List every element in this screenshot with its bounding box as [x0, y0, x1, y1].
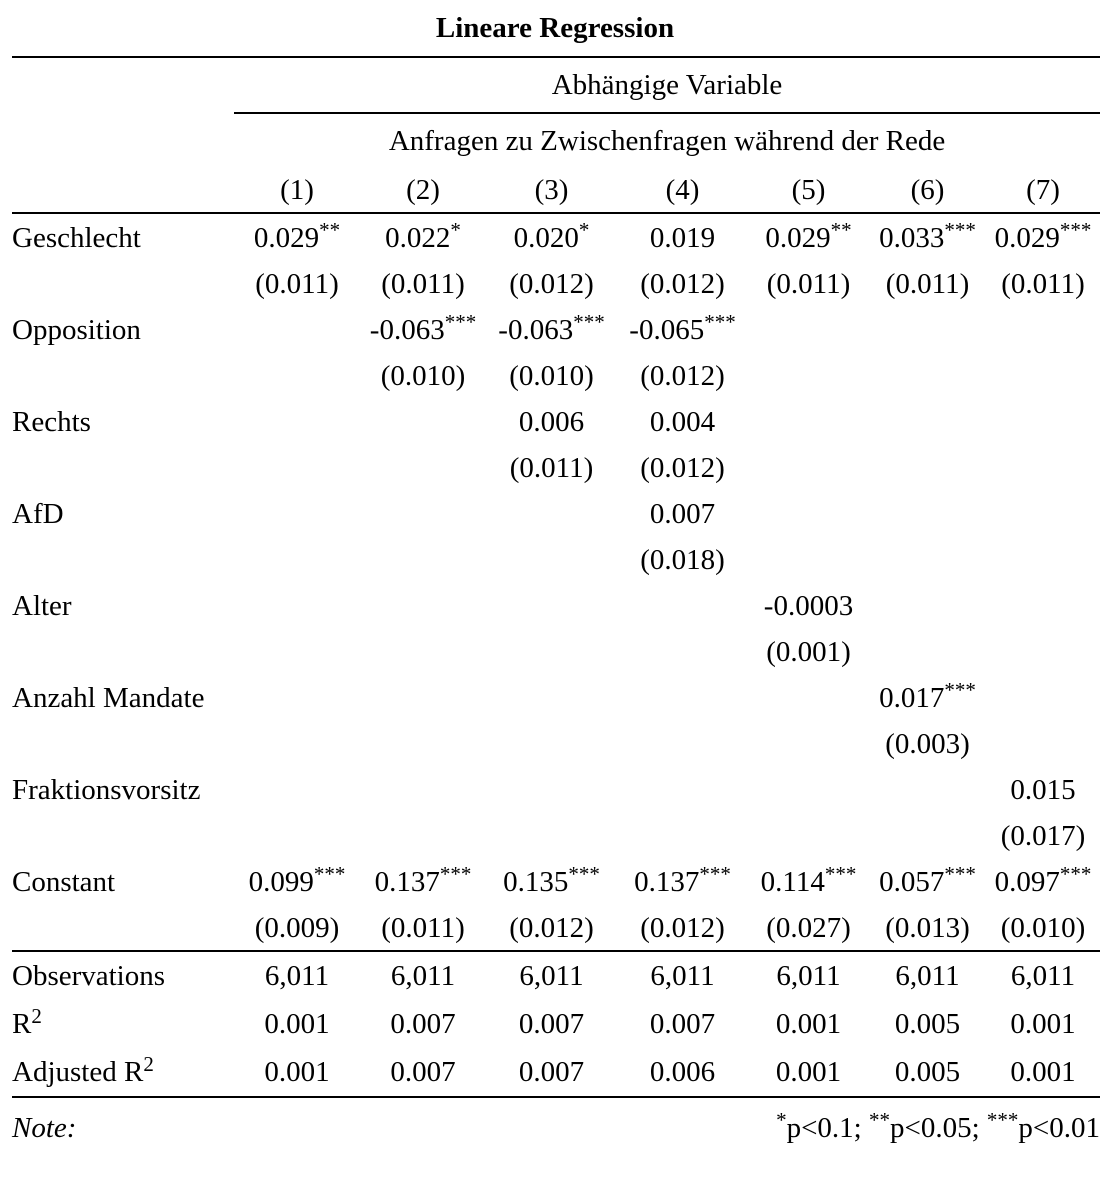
row-label: Opposition	[12, 313, 141, 346]
coefficient-cell	[486, 306, 617, 354]
row-label: Fraktionsvorsitz	[12, 773, 201, 806]
standard-error-cell: (0.018)	[640, 543, 725, 576]
standard-error-cell	[986, 446, 1100, 490]
standard-error-cell	[869, 538, 986, 582]
standard-error-cell: (0.011)	[255, 267, 339, 300]
coefficient-cell	[986, 858, 1100, 906]
coefficient-cell	[986, 674, 1100, 722]
standard-error-cell: (0.011)	[381, 911, 465, 944]
standard-error-row	[12, 446, 1100, 490]
coefficient-cell	[617, 490, 748, 538]
coefficient-value: -0.0003	[763, 589, 854, 622]
standard-error-cell	[869, 630, 986, 674]
statistic-value: 6,011	[486, 951, 617, 1000]
superscript-two: 2	[31, 1003, 42, 1028]
statistic-value: 6,011	[748, 951, 869, 1000]
statistic-label-text: R	[12, 1007, 32, 1040]
significance-stars: **	[830, 217, 852, 242]
standard-error-cell	[486, 630, 617, 674]
coefficient-value: 0.020	[513, 221, 579, 254]
coefficient-cell	[748, 490, 869, 538]
coefficient-value: 0.033	[879, 221, 945, 254]
coefficient-cell	[234, 213, 360, 262]
statistic-value: 0.007	[518, 1055, 585, 1088]
row-label: Constant	[12, 865, 116, 898]
statistic-label	[12, 951, 234, 1000]
coefficient-cell	[486, 398, 617, 446]
significance-stars: **	[319, 217, 341, 242]
significance-stars: ***	[1059, 217, 1092, 242]
standard-error-cell	[986, 354, 1100, 398]
statistic-value: 6,011	[869, 951, 986, 1000]
note-row	[12, 1097, 1100, 1158]
coefficient-cell	[869, 582, 986, 630]
statistic-value: 0.001	[1010, 1007, 1076, 1040]
coefficient-cell	[986, 213, 1100, 262]
significance-stars: ***	[699, 861, 731, 886]
coefficient-cell	[869, 490, 986, 538]
coefficient-cell	[617, 213, 748, 262]
column-number: (6)	[910, 173, 945, 206]
row-label: Alter	[12, 589, 72, 622]
standard-error-cell: (0.012)	[509, 911, 594, 944]
coefficient-cell	[869, 766, 986, 814]
coefficient-cell	[748, 766, 869, 814]
coefficient-cell	[234, 490, 360, 538]
significance-stars: ***	[704, 309, 736, 334]
standard-error-cell	[360, 630, 486, 674]
standard-error-cell	[748, 814, 869, 858]
coefficient-value: 0.029	[253, 221, 320, 254]
coefficient-cell	[986, 306, 1100, 354]
statistic-value: 6,011	[360, 951, 486, 1000]
significance-stars: ***	[313, 861, 346, 886]
coefficient-value: 0.097	[994, 865, 1060, 898]
coefficient-cell	[986, 398, 1100, 446]
standard-error-cell	[234, 354, 360, 398]
row-label: Anzahl Mandate	[12, 681, 205, 714]
coefficient-cell	[869, 858, 986, 906]
significance-stars: ***	[944, 217, 976, 242]
standard-error-cell: (0.013)	[885, 911, 970, 944]
coefficient-cell	[617, 398, 748, 446]
significance-note	[234, 1097, 1100, 1158]
column-number: (1)	[280, 173, 314, 206]
coefficient-cell	[234, 858, 360, 906]
coefficient-row	[12, 213, 1100, 262]
coefficient-value: 0.135	[503, 865, 569, 898]
standard-error-cell	[986, 722, 1100, 766]
coefficient-cell	[486, 858, 617, 906]
standard-error-cell	[234, 446, 360, 490]
column-number: (5)	[791, 173, 826, 206]
statistic-value: 0.007	[390, 1055, 456, 1088]
statistic-value: 0.001	[775, 1007, 842, 1040]
note-label: Note:	[12, 1097, 234, 1158]
statistic-label-text: Observations	[12, 959, 166, 992]
coefficient-value: 0.137	[374, 865, 440, 898]
coefficient-value: -0.065	[629, 313, 705, 346]
significance-stars: *	[776, 1107, 787, 1132]
significance-stars: ***	[944, 861, 976, 886]
coefficient-cell	[869, 398, 986, 446]
standard-error-cell	[748, 722, 869, 766]
standard-error-cell: (0.012)	[509, 267, 594, 300]
standard-error-cell: (0.001)	[766, 635, 851, 668]
coefficient-value: 0.099	[248, 865, 314, 898]
statistic-value: 0.005	[894, 1055, 961, 1088]
standard-error-cell	[360, 722, 486, 766]
coefficient-cell	[360, 398, 486, 446]
coefficient-cell	[486, 213, 617, 262]
standard-error-cell	[234, 814, 360, 858]
standard-error-cell: (0.027)	[766, 911, 851, 944]
coefficient-cell	[360, 582, 486, 630]
standard-error-row	[12, 354, 1100, 398]
standard-error-cell: (0.011)	[509, 451, 594, 484]
significance-stars: ***	[986, 1107, 1019, 1132]
coefficient-row	[12, 306, 1100, 354]
standard-error-cell: (0.009)	[254, 911, 340, 944]
statistic-value: 0.007	[390, 1007, 456, 1040]
coefficient-cell	[360, 766, 486, 814]
standard-error-cell	[486, 722, 617, 766]
standard-error-cell: (0.011)	[885, 267, 970, 300]
significance-stars: ***	[439, 861, 472, 886]
statistic-row	[12, 1000, 1100, 1048]
coefficient-cell	[360, 490, 486, 538]
standard-error-row	[12, 630, 1100, 674]
coefficient-cell	[986, 490, 1100, 538]
statistic-row	[12, 951, 1100, 1000]
standard-error-cell: (0.003)	[885, 727, 970, 760]
standard-error-row	[12, 538, 1100, 582]
column-number: (3)	[534, 173, 569, 206]
standard-error-cell: (0.010)	[1000, 911, 1086, 944]
coefficient-row	[12, 582, 1100, 630]
coefficient-value: 0.114	[760, 865, 825, 898]
coefficient-value: 0.015	[1010, 773, 1076, 806]
column-numbers-row	[12, 168, 1100, 213]
coefficient-row	[12, 490, 1100, 538]
coefficient-cell	[617, 674, 748, 722]
statistic-value: 0.007	[518, 1007, 585, 1040]
superscript-two: 2	[143, 1051, 154, 1076]
coefficient-cell	[234, 398, 360, 446]
standard-error-cell	[748, 354, 869, 398]
significance-threshold: p<0.05;	[890, 1111, 987, 1144]
column-number: (7)	[1026, 173, 1060, 206]
coefficient-value: 0.019	[649, 221, 716, 254]
coefficient-cell	[748, 306, 869, 354]
coefficient-cell	[486, 490, 617, 538]
statistic-label	[12, 1000, 234, 1048]
coefficient-cell	[748, 674, 869, 722]
statistic-value: 0.001	[264, 1055, 330, 1088]
coefficient-cell	[748, 582, 869, 630]
significance-stars: ***	[944, 677, 976, 702]
dependent-variable-row	[12, 113, 1100, 168]
coefficient-value: 0.006	[518, 405, 585, 438]
coefficient-row	[12, 398, 1100, 446]
standard-error-cell	[360, 814, 486, 858]
coefficient-value: 0.029	[994, 221, 1060, 254]
standard-error-cell: (0.012)	[640, 267, 725, 300]
standard-error-cell	[360, 538, 486, 582]
standard-error-cell: (0.012)	[640, 451, 725, 484]
statistic-value: 0.001	[264, 1007, 330, 1040]
standard-error-cell	[234, 630, 360, 674]
significance-stars: **	[869, 1107, 890, 1132]
coefficient-value: 0.004	[649, 405, 716, 438]
coefficient-cell	[617, 582, 748, 630]
coefficient-cell	[748, 858, 869, 906]
standard-error-cell: (0.011)	[1001, 267, 1085, 300]
coefficient-cell	[486, 582, 617, 630]
significance-stars: ***	[573, 309, 605, 334]
standard-error-cell	[486, 538, 617, 582]
row-label: Geschlecht	[12, 213, 234, 262]
coefficient-cell	[869, 213, 986, 262]
coefficient-cell	[748, 398, 869, 446]
standard-error-cell	[617, 722, 748, 766]
coefficient-cell	[869, 674, 986, 722]
coefficient-value: -0.063	[498, 313, 574, 346]
statistic-value: 6,011	[617, 951, 748, 1000]
standard-error-cell	[986, 630, 1100, 674]
coefficient-cell	[360, 213, 486, 262]
coefficient-cell	[486, 766, 617, 814]
coefficient-cell	[234, 306, 360, 354]
standard-error-cell: (0.011)	[381, 267, 465, 300]
significance-stars: ***	[444, 309, 477, 334]
row-label: Rechts	[12, 405, 91, 438]
coefficient-value: 0.022	[385, 221, 451, 254]
statistic-label	[12, 1048, 234, 1097]
coefficient-value: 0.017	[879, 681, 945, 714]
standard-error-cell	[748, 538, 869, 582]
regression-table	[12, 56, 1100, 1158]
dependent-header-row	[12, 57, 1100, 113]
statistic-value: 6,011	[234, 951, 360, 1000]
statistic-value: 0.005	[894, 1007, 961, 1040]
standard-error-cell	[234, 722, 360, 766]
coefficient-cell	[360, 306, 486, 354]
column-number: (2)	[406, 173, 440, 206]
coefficient-cell	[986, 766, 1100, 814]
standard-error-cell	[869, 446, 986, 490]
statistic-value: 0.001	[775, 1055, 842, 1088]
significance-stars: ***	[568, 861, 600, 886]
standard-error-cell	[748, 446, 869, 490]
standard-error-cell	[617, 814, 748, 858]
coefficient-value: -0.063	[369, 313, 445, 346]
significance-threshold: p<0.01	[1018, 1111, 1101, 1144]
coefficient-cell	[869, 306, 986, 354]
coefficient-cell	[486, 674, 617, 722]
statistic-row	[12, 1048, 1100, 1097]
standard-error-cell: (0.011)	[766, 267, 851, 300]
standard-error-cell: (0.010)	[380, 359, 466, 392]
significance-threshold: p<0.1;	[786, 1111, 869, 1144]
coefficient-value: 0.137	[634, 865, 700, 898]
standard-error-row	[12, 262, 1100, 306]
standard-error-cell	[617, 630, 748, 674]
standard-error-cell	[986, 538, 1100, 582]
row-label: AfD	[12, 497, 64, 530]
coefficient-row	[12, 858, 1100, 906]
coefficient-cell	[234, 582, 360, 630]
statistic-value: 0.007	[649, 1007, 716, 1040]
statistic-value: 0.006	[649, 1055, 716, 1088]
standard-error-cell: (0.012)	[640, 911, 725, 944]
statistic-label-text: Adjusted R	[12, 1055, 144, 1088]
significance-stars: *	[450, 217, 461, 242]
statistic-value: 0.001	[1010, 1055, 1076, 1088]
significance-stars: ***	[824, 861, 857, 886]
dependent-variable: Anfragen zu Zwischenfragen während der Rede	[388, 124, 946, 157]
standard-error-cell	[869, 814, 986, 858]
table-title: Lineare Regression	[435, 12, 675, 44]
significance-stars: *	[578, 217, 590, 242]
coefficient-cell	[986, 582, 1100, 630]
coefficient-cell	[360, 858, 486, 906]
coefficient-row	[12, 766, 1100, 814]
coefficient-cell	[360, 674, 486, 722]
coefficient-value: 0.029	[765, 221, 831, 254]
standard-error-cell: (0.010)	[509, 359, 594, 392]
standard-error-cell: (0.012)	[640, 359, 725, 392]
standard-error-row	[12, 814, 1100, 858]
statistic-value: 6,011	[986, 951, 1100, 1000]
coefficient-row	[12, 674, 1100, 722]
dependent-header: Abhängige Variable	[234, 57, 1100, 113]
coefficient-cell	[617, 306, 748, 354]
standard-error-cell	[869, 354, 986, 398]
coefficient-cell	[617, 858, 748, 906]
standard-error-cell	[234, 538, 360, 582]
standard-error-row	[12, 722, 1100, 766]
coefficient-value: 0.057	[879, 865, 945, 898]
standard-error-cell	[486, 814, 617, 858]
coefficient-cell	[234, 674, 360, 722]
column-number: (4)	[665, 173, 700, 206]
coefficient-value: 0.007	[649, 497, 716, 530]
significance-stars: ***	[1059, 861, 1092, 886]
coefficient-cell	[617, 766, 748, 814]
coefficient-cell	[748, 213, 869, 262]
standard-error-cell: (0.017)	[1000, 819, 1086, 852]
coefficient-cell	[234, 766, 360, 814]
standard-error-row	[12, 906, 1100, 951]
standard-error-cell	[360, 446, 486, 490]
